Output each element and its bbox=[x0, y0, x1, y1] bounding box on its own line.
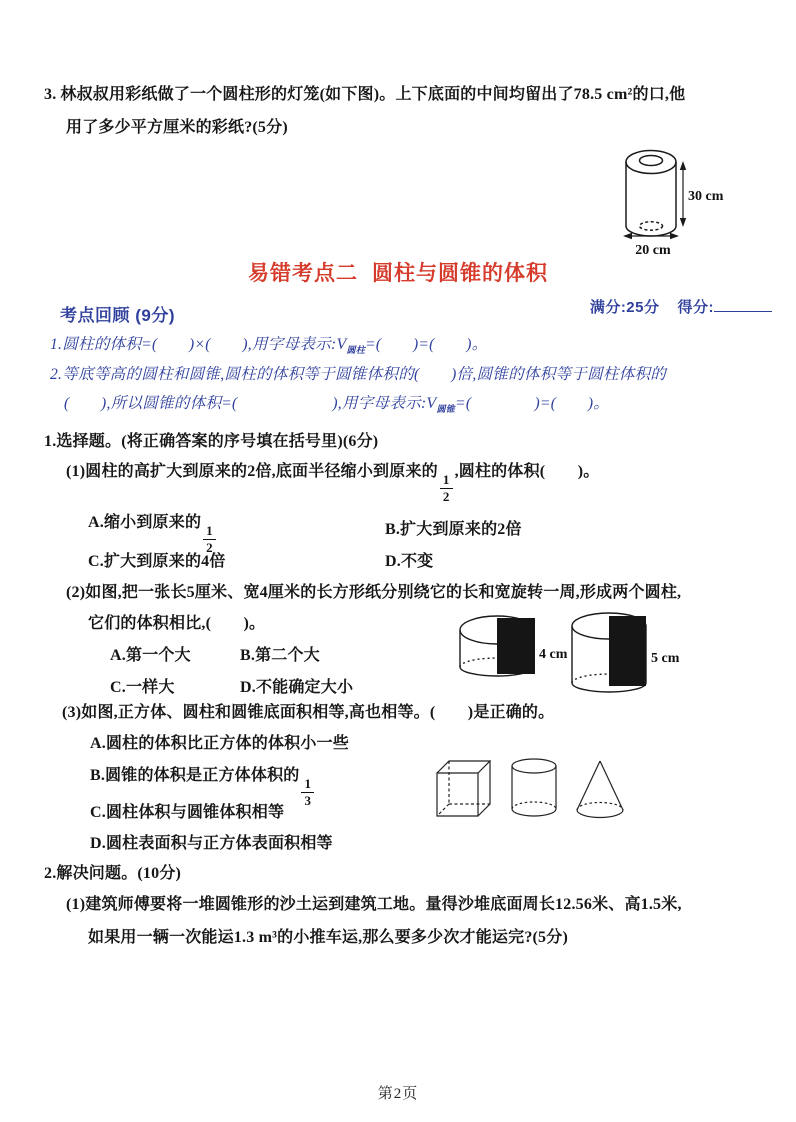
choice-q1-stem bbox=[66, 461, 599, 503]
choice-q1-option-d[interactable]: D.不变 bbox=[385, 553, 434, 570]
cone-outline bbox=[577, 761, 623, 818]
choice-q3-option-d[interactable]: D.圆柱表面积与正方体表面积相等 bbox=[90, 835, 333, 852]
review-item-2-post: =( )=( )。 bbox=[455, 395, 610, 412]
rotating-rectangle-1 bbox=[497, 618, 535, 674]
choice-q3-option-b[interactable] bbox=[90, 765, 316, 807]
choice-q2-option-a[interactable]: A.第一个大 bbox=[110, 647, 191, 664]
diameter-dimension bbox=[623, 233, 679, 258]
cylinder-outline bbox=[512, 759, 556, 816]
cube-outline bbox=[437, 761, 490, 816]
choice-q1-post: ,圆柱的体积( )。 bbox=[454, 463, 600, 480]
v-subscript-cone: 圆锥 bbox=[436, 404, 456, 415]
arrow-right-icon bbox=[670, 233, 679, 239]
cylinder-1-height-label: 4 cm bbox=[539, 647, 568, 662]
score-line bbox=[590, 296, 772, 317]
score-blank-field[interactable] bbox=[714, 297, 772, 312]
section-heading bbox=[0, 257, 796, 287]
review-item-1 bbox=[50, 334, 488, 361]
v-symbol: V bbox=[426, 395, 437, 412]
page-number: 第2页 bbox=[377, 1086, 419, 1102]
choice-q3-option-a[interactable]: A.圆柱的体积比正方体的体积小一些 bbox=[90, 735, 349, 752]
question-3-number: 3. bbox=[44, 86, 57, 103]
choice-q2-option-c[interactable]: C.一样大 bbox=[110, 679, 175, 696]
choice-q1-pre: (1)圆柱的高扩大到原来的2倍,底面半径缩小到原来的 bbox=[66, 463, 438, 480]
choice-q1-option-b[interactable]: B.扩大到原来的2倍 bbox=[385, 521, 522, 538]
question-3-line-2: 用了多少平方厘米的彩纸?(5分) bbox=[66, 119, 288, 136]
review-item-1-post: =( )=( )。 bbox=[365, 336, 488, 353]
arrow-left-icon bbox=[623, 233, 632, 239]
solve-q1-line-1: (1)建筑师傅要将一堆圆锥形的沙土运到建筑工地。量得沙堆底面周长12.56米、高1.5米, bbox=[66, 896, 682, 913]
diameter-label: 20 cm bbox=[635, 243, 671, 258]
choice-q2-line-1: (2)如图,把一张长5厘米、宽4厘米的长方形纸分别绕它的长和宽旋转一周,形成两个圆柱, bbox=[66, 584, 682, 601]
review-item-2-line-1: 2.等底等高的圆柱和圆锥,圆柱的体积等于圆锥体积的( )倍,圆锥的体积等于圆柱体积的 bbox=[50, 366, 667, 383]
choice-section-title: 1.选择题。(将正确答案的序号填在括号里)(6分) bbox=[44, 433, 379, 450]
height-dimension bbox=[680, 161, 724, 227]
choice-q3-option-c[interactable]: C.圆柱体积与圆锥体积相等 bbox=[90, 804, 285, 821]
three-solids-figure bbox=[430, 753, 630, 823]
cylinder-outline bbox=[626, 151, 676, 236]
question-3-text: 林叔叔用彩纸做了一个圆柱形的灯笼(如下图)。上下底面的中间均留出了78.5 cm²的口,他 bbox=[60, 86, 686, 103]
choice-q1-option-c[interactable]: C.扩大到原来的4倍 bbox=[88, 553, 226, 570]
review-item-1-pre: 1.圆柱的体积=( )×( ),用字母表示: bbox=[50, 336, 337, 353]
arrow-down-icon bbox=[680, 218, 686, 227]
review-item-2-line-2 bbox=[64, 393, 609, 420]
review-title: 考点回顾 (9分) bbox=[60, 306, 175, 325]
bottom-hole-dashed bbox=[640, 222, 663, 230]
two-cylinders-figure bbox=[455, 610, 695, 695]
choice-q1-option-a[interactable] bbox=[88, 512, 218, 554]
section-heading-tag: 易错考点二 bbox=[248, 262, 358, 285]
rotating-rectangle-2 bbox=[609, 616, 646, 686]
v-symbol: V bbox=[336, 336, 347, 353]
fraction-one-third: $\frac{1}{3}$ bbox=[301, 777, 314, 807]
fraction-one-half: $\frac{1}{2}$ bbox=[440, 473, 453, 503]
full-score-label: 满分:25分 bbox=[589, 299, 660, 316]
choice-q3-stem: (3)如图,正方体、圆柱和圆锥底面积相等,高也相等。( )是正确的。 bbox=[62, 704, 555, 721]
top-hole bbox=[640, 156, 663, 166]
review-item-2-pre: ( ),所以圆锥的体积=( ),用字母表示: bbox=[64, 395, 427, 412]
lantern-cylinder-figure bbox=[622, 146, 727, 258]
fraction-one-half: $\frac{1}{2}$ bbox=[203, 524, 216, 554]
question-3-line-1 bbox=[44, 84, 685, 106]
cylinder-2-height-label: 5 cm bbox=[651, 651, 680, 666]
section-heading-title: 圆柱与圆锥的体积 bbox=[372, 262, 548, 285]
choice-q2-option-d[interactable]: D.不能确定大小 bbox=[240, 679, 354, 696]
height-label: 30 cm bbox=[688, 189, 724, 204]
solve-q1-line-2: 如果用一辆一次能运1.3 m³的小推车运,那么要多少次才能运完?(5分) bbox=[88, 929, 568, 946]
arrow-up-icon bbox=[680, 161, 686, 170]
choice-q2-option-b[interactable]: B.第二个大 bbox=[240, 647, 320, 664]
option-b-text: B.圆锥的体积是正方体体积的 bbox=[90, 767, 300, 784]
score-label: 得分: bbox=[677, 299, 714, 316]
solve-section-title: 2.解决问题。(10分) bbox=[44, 865, 182, 882]
choice-q2-line-2: 它们的体积相比,( )。 bbox=[88, 615, 266, 632]
option-a-text: A.缩小到原来的 bbox=[88, 514, 202, 531]
v-subscript-cylinder: 圆柱 bbox=[346, 345, 366, 356]
